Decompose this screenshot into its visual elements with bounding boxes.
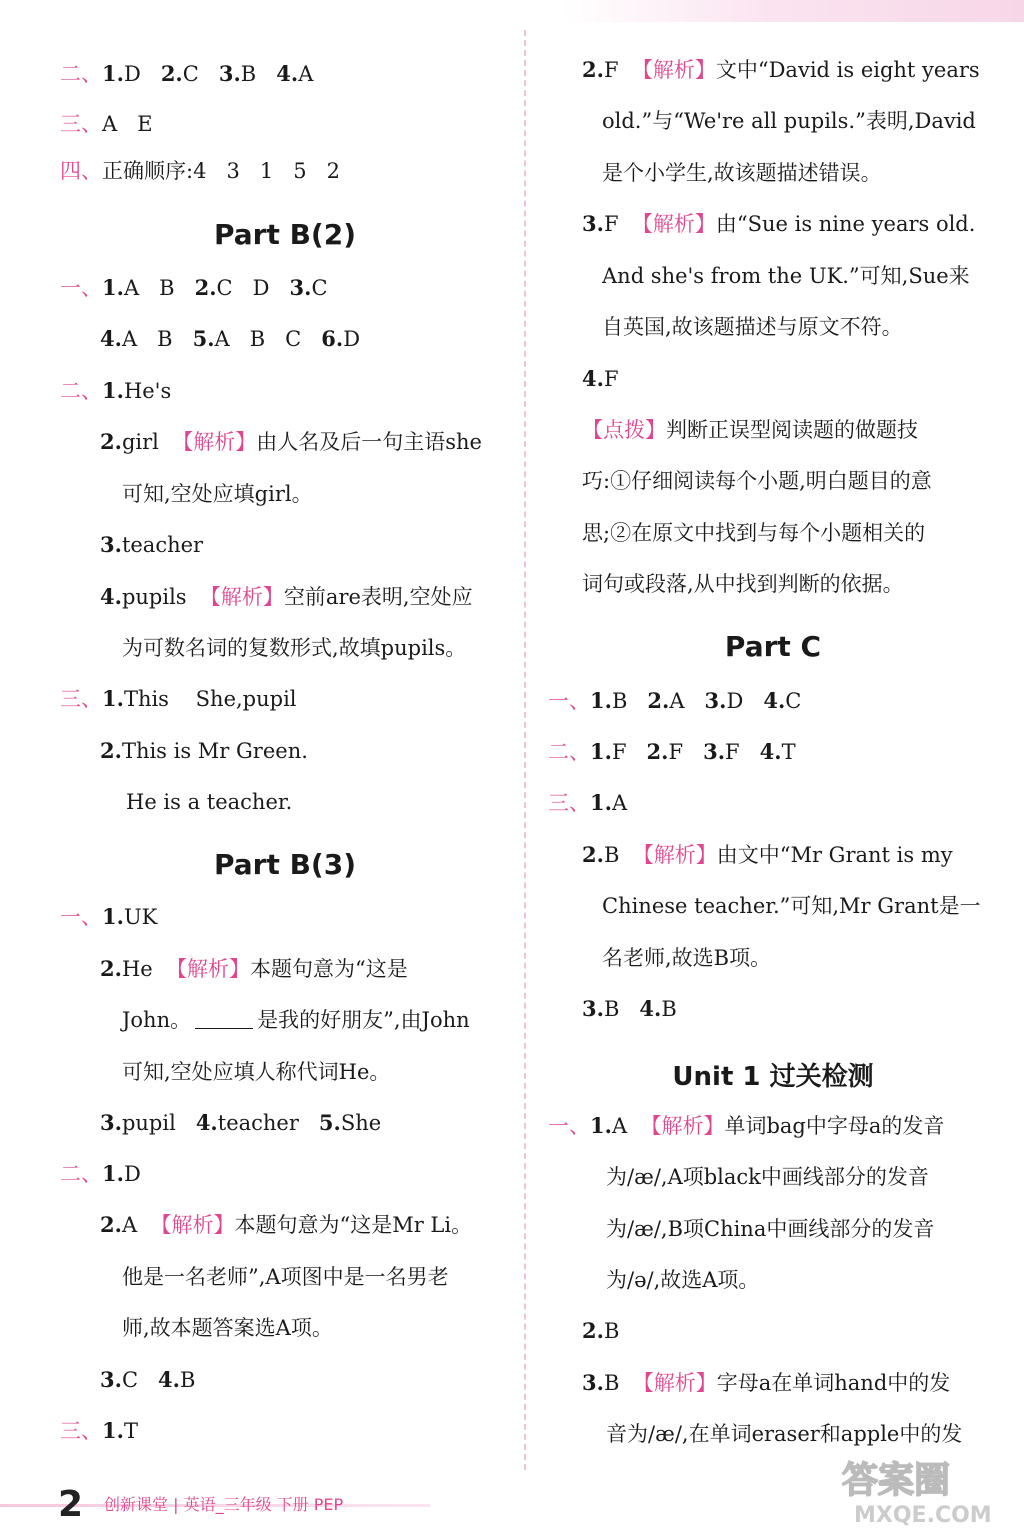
answer-text: 自英国,故该题描述与原文不符。 (602, 315, 903, 339)
answer-text: A (611, 1114, 641, 1138)
answer-text: B (603, 1371, 633, 1395)
answer-text: 为可数名词的复数形式,故填pupils。 (122, 636, 467, 660)
analysis-tag: 【解析】 (166, 957, 251, 981)
question-number: 4. (759, 739, 782, 764)
answer-text: A B (121, 327, 193, 351)
section-number: 一、 (548, 1114, 590, 1138)
question-number: 3. (582, 996, 604, 1021)
question-number: 4. (100, 326, 122, 351)
answer-text: 巧:①仔细阅读每个小题,明白题目的意 (582, 469, 932, 493)
answer-text: 本题句意为“这是 (250, 957, 408, 981)
answer-text: pupil (121, 1111, 196, 1135)
answer-line (602, 159, 882, 187)
question-number: 1. (102, 378, 124, 403)
answer-line (60, 377, 171, 405)
page-number: 2 (58, 1484, 84, 1525)
answer-line (100, 1211, 472, 1239)
answer-line (582, 416, 918, 444)
answer-text: teacher (217, 1111, 319, 1135)
answer-text: A E (102, 112, 153, 136)
answer-line (60, 110, 153, 138)
answer-text: D (123, 1162, 141, 1186)
question-number: 4. (158, 1367, 180, 1392)
answer-text: 可知,空处应填girl。 (122, 482, 313, 506)
answer-text: 本题句意为“这是Mr Li。 (234, 1213, 473, 1237)
question-number: 1. (102, 1418, 124, 1443)
answer-line (548, 1112, 944, 1140)
answer-text: 正确顺序:4 3 1 5 2 (102, 159, 340, 183)
section-number: 一、 (60, 276, 102, 300)
answer-line (122, 1263, 449, 1291)
answer-text: F (603, 367, 619, 391)
analysis-tag: 【解析】 (631, 212, 716, 236)
answer-line (100, 428, 482, 456)
answer-line (60, 157, 340, 185)
svg-text:MXQE.COM: MXQE.COM (854, 1503, 992, 1528)
answer-text: D (123, 62, 161, 86)
answer-line (606, 1266, 759, 1294)
question-number: 4. (100, 584, 122, 609)
answer-line (582, 365, 619, 393)
answer-line (582, 210, 975, 238)
question-number: 4. (276, 61, 299, 86)
answer-line (582, 1317, 619, 1345)
answer-text: B (603, 843, 633, 867)
answer-text: She (340, 1111, 382, 1135)
answer-line (60, 903, 157, 931)
question-number: 2. (647, 688, 670, 713)
answer-text: 为/æ/,A项black中画线部分的发音 (606, 1165, 929, 1189)
question-number: 3. (289, 275, 312, 300)
answer-line (100, 1109, 381, 1137)
analysis-tag: 【解析】 (631, 58, 716, 82)
question-number: 2. (100, 738, 122, 763)
question-number: 3. (704, 688, 727, 713)
section-heading: Part B(3) (213, 848, 357, 881)
answer-text: A (611, 791, 628, 815)
answer-text: A B C (214, 327, 322, 351)
answer-text: C (182, 62, 219, 86)
question-number: 1. (590, 1113, 612, 1138)
answer-line (602, 262, 970, 290)
answer-text: T (123, 1419, 138, 1443)
top-decorative-band (0, 0, 1024, 22)
answer-text: 师,故本题答案选A项。 (122, 1316, 333, 1340)
answer-line (582, 570, 904, 598)
answer-line (100, 737, 308, 765)
question-number: 1. (590, 790, 612, 815)
question-number: 6. (321, 326, 344, 351)
answer-line (582, 841, 953, 869)
answer-text: C D (216, 276, 290, 300)
question-number: 3. (703, 739, 726, 764)
question-number: 2. (160, 61, 183, 86)
answer-line (100, 531, 203, 559)
answer-text: F (725, 740, 760, 764)
section-number: 三、 (548, 791, 590, 815)
answer-text: B (661, 997, 677, 1021)
answer-line (602, 944, 771, 972)
answer-line (582, 56, 980, 84)
answer-text: F (611, 740, 647, 764)
book-info: 创新课堂 | 英语_三年级 下册 PEP (104, 1495, 344, 1514)
answer-text: A B (123, 276, 195, 300)
answer-line (582, 1369, 950, 1397)
answer-text: 可知,空处应填人称代词He。 (122, 1060, 391, 1084)
answer-text: 由文中“Mr Grant is my (716, 843, 953, 867)
question-number: 4. (639, 996, 662, 1021)
answer-line (60, 1160, 141, 1188)
answer-line (100, 325, 360, 353)
answer-text: He is a teacher. (126, 790, 293, 814)
answer-line (548, 687, 801, 715)
answer-line (60, 60, 313, 88)
answer-text: 是个小学生,故该题描述错误。 (602, 161, 882, 185)
answer-line (582, 467, 932, 495)
question-number: 1. (102, 275, 124, 300)
answer-text: C (785, 689, 802, 713)
answer-text: He's (123, 379, 172, 403)
answer-text: UK (123, 905, 158, 929)
question-number: 1. (590, 739, 612, 764)
section-number: 二、 (548, 740, 590, 764)
answer-text: D (343, 327, 361, 351)
answer-text: pupils (121, 585, 200, 609)
question-number: 2. (194, 275, 217, 300)
answer-text: D (726, 689, 764, 713)
answer-text: T (781, 740, 796, 764)
answer-text: teacher (121, 533, 204, 557)
analysis-tag: 【解析】 (150, 1213, 235, 1237)
answer-text: A (121, 1213, 151, 1237)
answer-text: F (603, 212, 632, 236)
answer-text: 由“Sue is nine years old. (715, 212, 976, 236)
section-number: 三、 (60, 1419, 102, 1443)
section-number: 一、 (548, 689, 590, 713)
answer-text: B (603, 997, 640, 1021)
section-number: 三、 (60, 687, 102, 711)
analysis-tag: 【解析】 (199, 585, 284, 609)
question-number: 5. (318, 1110, 341, 1135)
question-number: 2. (100, 956, 122, 981)
answer-line (100, 1366, 195, 1394)
question-number: 1. (102, 1161, 124, 1186)
section-number: 二、 (60, 379, 102, 403)
section-number: 四、 (60, 159, 102, 183)
answer-line (582, 995, 677, 1023)
question-number: 5. (192, 326, 215, 351)
question-number: 1. (102, 904, 124, 929)
answer-text: F (668, 740, 704, 764)
answer-text: 名老师,故选B项。 (602, 946, 772, 970)
answer-line (100, 583, 473, 611)
question-number: 2. (582, 1318, 604, 1343)
answer-text: 思;②在原文中找到与每个小题相关的 (582, 521, 926, 545)
question-number: 4. (582, 366, 604, 391)
answer-line (602, 107, 976, 135)
answer-text: 为/æ/,B项China中画线部分的发音 (606, 1217, 935, 1241)
analysis-tag: 【解析】 (632, 1371, 717, 1395)
answer-text: 判断正误型阅读题的做题技 (666, 418, 918, 442)
answer-line (60, 685, 297, 713)
answer-text: B (603, 1319, 620, 1343)
question-number: 4. (763, 688, 786, 713)
answer-line (122, 1058, 390, 1086)
answer-text: B (179, 1368, 196, 1392)
question-number: 2. (582, 842, 604, 867)
analysis-tag: 【解析】 (172, 430, 257, 454)
column-divider (524, 30, 526, 1470)
question-number: 3. (100, 1367, 122, 1392)
answer-text: John。 (122, 1008, 192, 1032)
question-number: 2. (582, 57, 604, 82)
question-number: 3. (100, 1110, 122, 1135)
question-number: 3. (582, 211, 604, 236)
answer-line (548, 789, 627, 817)
answer-line (606, 1420, 962, 1448)
section-number: 二、 (60, 1162, 102, 1186)
answer-line (100, 955, 408, 983)
answer-text: old.”与“We're all pupils.”表明,David (602, 109, 976, 133)
answer-text: 是我的好朋友”,由John (257, 1008, 470, 1032)
answer-text: 空前are表明,空处应 (283, 585, 473, 609)
answer-text: B (611, 689, 648, 713)
svg-text:答案圈: 答案圈 (842, 1460, 951, 1501)
question-number: 2. (100, 429, 122, 454)
answer-text: 为/ə/,故选A项。 (606, 1268, 760, 1292)
answer-line (548, 738, 796, 766)
answer-text: A (669, 689, 705, 713)
page-footer (0, 1460, 1024, 1536)
answer-line (122, 1314, 333, 1342)
answer-line (126, 788, 292, 816)
answer-text: And she's from the UK.”可知,Sue来 (602, 264, 970, 288)
question-number: 2. (100, 1212, 122, 1237)
answer-text: 文中“David is eight years (715, 58, 980, 82)
answer-text: A (298, 62, 314, 86)
fill-in-blank (195, 1010, 253, 1029)
answer-text: He (121, 957, 167, 981)
question-number: 1. (102, 61, 124, 86)
section-number: 三、 (60, 112, 102, 136)
question-number: 1. (590, 688, 612, 713)
answer-line (606, 1163, 929, 1191)
analysis-tag: 【点拨】 (582, 418, 666, 442)
answer-text: 由人名及后一句主语she (256, 430, 482, 454)
answer-line (122, 634, 466, 662)
answer-line (602, 313, 903, 341)
analysis-tag: 【解析】 (640, 1114, 725, 1138)
answer-text: 音为/æ/,在单词eraser和apple中的发 (606, 1422, 963, 1446)
watermark-logo (832, 1448, 1002, 1528)
section-heading: Part B(2) (213, 218, 357, 251)
question-number: 1. (102, 686, 124, 711)
answer-line (60, 1417, 138, 1445)
answer-line (60, 274, 328, 302)
answer-text: This is Mr Green. (121, 739, 308, 763)
question-number: 3. (100, 532, 122, 557)
question-number: 3. (582, 1370, 604, 1395)
answer-text: 单词bag中字母a的发音 (724, 1114, 945, 1138)
section-number: 一、 (60, 905, 102, 929)
answer-line (122, 480, 313, 508)
question-number: 4. (195, 1110, 218, 1135)
answer-line (602, 892, 981, 920)
answer-line (122, 1006, 470, 1034)
answer-text: girl (121, 430, 173, 454)
question-number: 3. (218, 61, 241, 86)
answer-text: 他是一名老师”,A项图中是一名男老 (122, 1265, 449, 1289)
answer-text: 字母a在单词hand中的发 (716, 1371, 951, 1395)
answer-text: C (121, 1368, 159, 1392)
answer-text: C (311, 276, 328, 300)
section-number: 二、 (60, 62, 102, 86)
section-heading: Unit 1 过关检测 (672, 1062, 874, 1092)
answer-text: F (603, 58, 632, 82)
question-number: 2. (646, 739, 669, 764)
section-heading: Part C (724, 630, 822, 663)
answer-text: Chinese teacher.”可知,Mr Grant是一 (602, 894, 981, 918)
answer-text: 词句或段落,从中找到判断的依据。 (582, 572, 904, 596)
answer-line (606, 1215, 934, 1243)
answer-text: B (240, 62, 277, 86)
answer-line (582, 519, 925, 547)
analysis-tag: 【解析】 (632, 843, 717, 867)
answer-text: This She,pupil (123, 687, 297, 711)
